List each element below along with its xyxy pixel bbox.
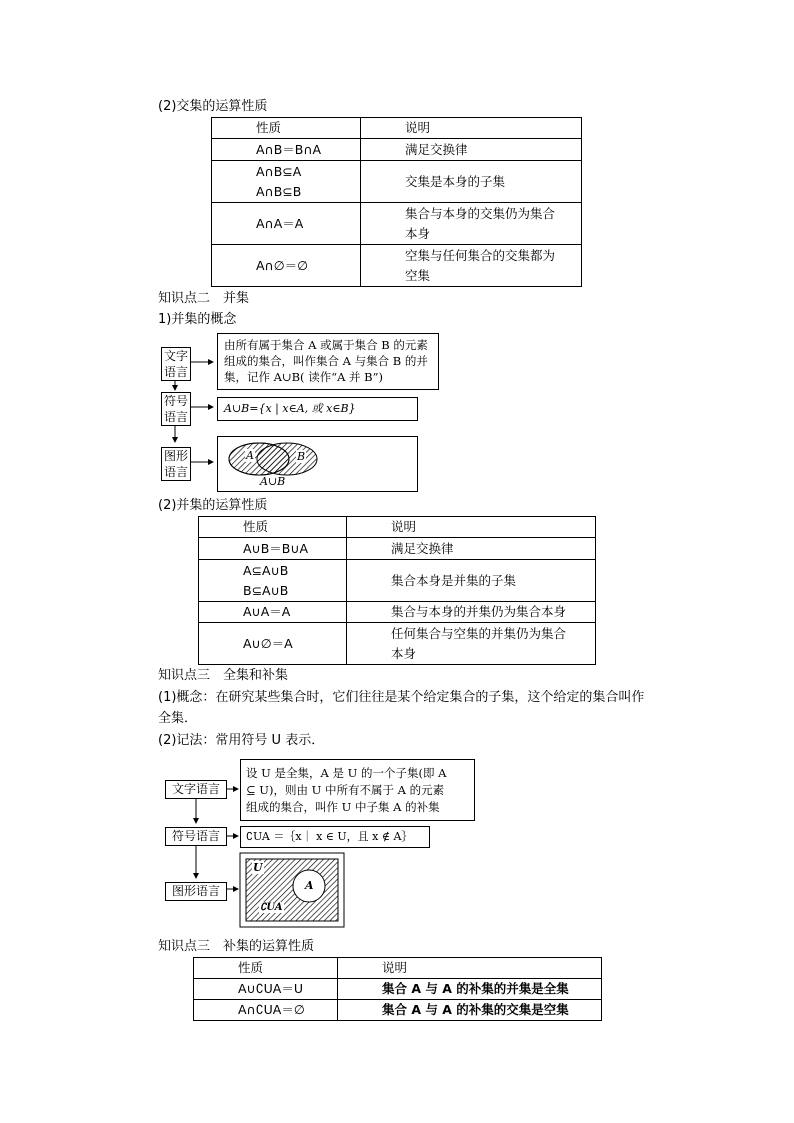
intersection-heading: (2)交集的运算性质: [158, 99, 268, 114]
header-description: 说明: [361, 118, 582, 139]
complement-text-description: 设 U 是全集，A 是 U 的一个子集(即 A ⊆ U)，则由 U 中所有不属于 A 的元素 组成的集合，叫作 U 中子集 A 的补集: [246, 766, 447, 814]
complement-text-description-box: [240, 759, 475, 821]
table-row: [199, 560, 596, 602]
figure-label-a: A: [305, 879, 314, 892]
text-language-label: 文字 语言: [161, 347, 191, 381]
description-cell: 集合本身是并集的子集: [347, 560, 596, 602]
description-cell: 集合 A 与 A 的补集的并集是全集: [338, 979, 602, 1000]
figure-label-cua: ∁UA: [260, 902, 283, 913]
property-cell: A∪A＝A: [199, 602, 347, 623]
union-text-description: 由所有属于集合 A 或属于集合 B 的元素 组成的集合，叫作集合 A 与集合 B 的并 集，记作 A∪B( 读作“A 并 B”): [224, 338, 428, 384]
table-row: [194, 1000, 602, 1021]
header-description: 说明: [338, 958, 602, 979]
property-cell: A∩B⊆A A∩B⊆B: [212, 161, 361, 203]
venn-caption: A∪B: [260, 475, 286, 488]
description-cell: 集合与本身的交集仍为集合 本身: [361, 203, 582, 245]
venn-label-a: A: [246, 449, 254, 462]
property-cell: A∩B＝B∩A: [212, 139, 361, 161]
complement-title: 知识点三 全集和补集: [158, 668, 289, 683]
figure-language-label: 图形 语言: [161, 447, 191, 481]
union-symbol-description: A∪B={x | x∈A, 或 x∈B}: [224, 402, 356, 415]
property-cell: A∩A＝A: [212, 203, 361, 245]
header-description: 说明: [347, 517, 596, 538]
union-concept-heading: 1)并集的概念: [158, 312, 237, 327]
property-cell: A∩∁UA＝∅: [194, 1000, 338, 1021]
property-cell: A∪B＝B∪A: [199, 538, 347, 560]
union-text-description-box: [217, 333, 439, 390]
symbol-language-label: 符号 语言: [161, 392, 191, 426]
description-cell: 满足交换律: [347, 538, 596, 560]
complement-symbol-language-label: 符号语言: [165, 827, 227, 846]
header-property: 性质: [194, 958, 338, 979]
complement-symbol-description: ∁UA ＝｛x｜ x ∈ U，且 x ∉ A｝: [246, 830, 413, 843]
header-property: 性质: [199, 517, 347, 538]
table-header-row: [194, 958, 602, 979]
property-cell: A⊆A∪B B⊆A∪B: [199, 560, 347, 602]
union-table: [198, 516, 596, 665]
description-cell: 空集与任何集合的交集都为 空集: [361, 245, 582, 287]
description-cell: 满足交换律: [361, 139, 582, 161]
table-row: [199, 623, 596, 665]
union-symbol-box: [217, 397, 418, 421]
venn-label-b: B: [297, 450, 306, 463]
description-cell: 任何集合与空集的并集仍为集合 本身: [347, 623, 596, 665]
union-properties-heading: (2)并集的运算性质: [158, 498, 268, 513]
complement-concept-line-1: (1)概念：在研究某些集合时，它们往往是某个给定集合的子集，这个给定的集合叫作: [158, 690, 645, 705]
complement-notation: (2)记法：常用符号 U 表示．: [158, 733, 325, 748]
complement-concept-line-2: 全集．: [158, 711, 198, 726]
table-header-row: [199, 517, 596, 538]
union-figure-box: [217, 436, 418, 492]
table-row: [194, 979, 602, 1000]
union-title: 知识点二 并集: [158, 291, 250, 306]
description-cell: 集合 A 与 A 的补集的交集是空集: [338, 1000, 602, 1021]
header-property: 性质: [212, 118, 361, 139]
complement-figure-language-label: 图形语言: [165, 882, 227, 901]
complement-table: [193, 957, 602, 1021]
complement-symbol-box: [240, 826, 430, 848]
description-cell: 交集是本身的子集: [361, 161, 582, 203]
complement-text-language-label: 文字语言: [165, 780, 227, 799]
figure-label-u: U: [253, 861, 263, 874]
complement-properties-title: 知识点三 补集的运算性质: [158, 939, 315, 954]
property-cell: A∪∁UA＝U: [194, 979, 338, 1000]
table-row: [199, 538, 596, 560]
property-cell: A∩∅＝∅: [212, 245, 361, 287]
table-row: [199, 602, 596, 623]
property-cell: A∪∅＝A: [199, 623, 347, 665]
description-cell: 集合与本身的并集仍为集合本身: [347, 602, 596, 623]
